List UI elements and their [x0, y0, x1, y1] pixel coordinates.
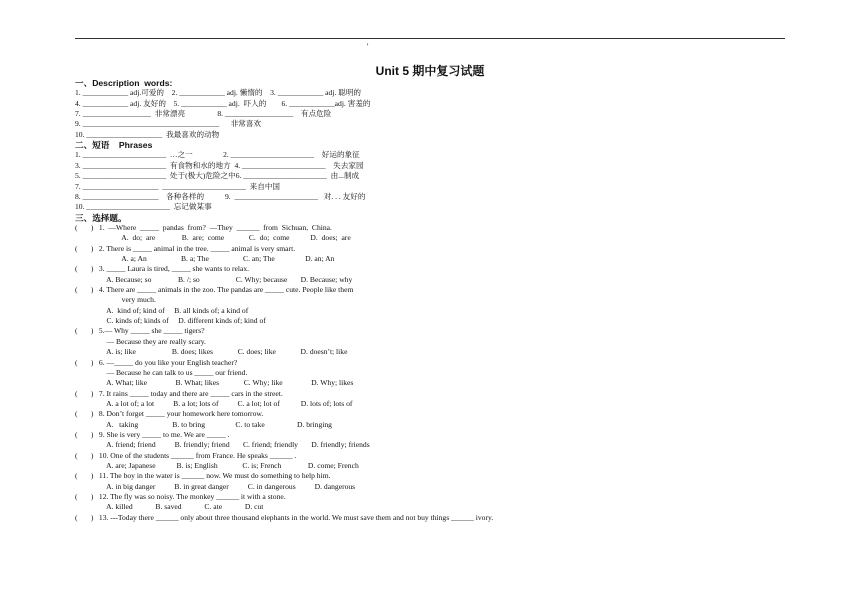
header-rule — [75, 38, 785, 39]
page-title: Unit 5 期中复习试题 — [375, 64, 485, 78]
line-text: A. are; Japanese B. is; English C. is; French D. come; French — [97, 461, 359, 470]
section1-line: 4. ____________ adj. 友好的 5. ____________ adj. 吓人的 6. ____________adj. 害羞的 — [75, 98, 371, 108]
line-text: C. kinds of; kinds of D. different kinds of; kind of — [97, 316, 266, 326]
answer-bracket[interactable]: ( ) — [75, 222, 94, 232]
section2-line: 3. ______________________ 有食物和水的地方 4. ______________________ 失去家园 — [75, 160, 364, 170]
option-line — [75, 295, 156, 305]
line-text: A. Because; so B. /; so C. Why; because D. Because; why — [97, 274, 353, 284]
option-line — [75, 233, 351, 243]
section2-line: 1. ______________________ …之一 2. ______________________ 好运的象征 — [75, 150, 360, 160]
option-line — [75, 275, 352, 285]
option-line — [75, 368, 247, 378]
answer-bracket[interactable]: ( ) — [75, 285, 94, 294]
line-text: 13. ---Today there ______ only about three thousand elephants in the world. We must save them and not buy things ______ ivory. — [97, 512, 494, 522]
option-line — [75, 482, 355, 492]
line-text: A. killed B. saved C. ate D. cut — [97, 502, 264, 512]
option-line — [75, 461, 359, 471]
option-line — [75, 347, 347, 357]
line-text: 2. There is _____ animal in the tree. _____ animal is very smart. — [97, 243, 296, 253]
line-text: 6. —_____ do you like your English teacher? — [97, 357, 238, 367]
line-text: 1. —Where _____ pandas from? —They ______ from Sichuan, China. — [97, 222, 332, 232]
line-text: A. friend; friend B. friendly; friend C. friend; friendly D. friendly; friends — [97, 440, 370, 450]
option-line — [75, 316, 266, 326]
question-line — [75, 492, 286, 502]
line-text: A. What; like B. What; likes C. Why; like D. Why; likes — [97, 378, 354, 388]
line-text: 5.— Why _____ she _____ tigers? — [97, 326, 205, 336]
line-text: 11. The boy in the water is ______ now. We must do something to help him. — [97, 471, 331, 481]
section3-heading: 三、选择题。 — [75, 212, 127, 223]
option-line — [75, 337, 206, 347]
answer-bracket[interactable]: ( ) — [75, 326, 94, 336]
header-marker: ' — [367, 42, 369, 51]
line-text: — Because he can talk to us _____ our friend. — [97, 367, 248, 377]
answer-bracket[interactable]: ( ) — [75, 357, 94, 367]
question-line — [75, 223, 332, 233]
line-text: — Because they are really scary. — [97, 336, 206, 346]
question-line — [75, 471, 331, 481]
question-line — [75, 513, 493, 523]
option-line — [75, 440, 370, 450]
question-line — [75, 264, 249, 274]
line-text: 7. It rains _____ today and there are _____ cars in the street. — [97, 388, 283, 398]
answer-bracket[interactable]: ( ) — [75, 264, 94, 274]
section2-line: 10. ______________________ 忘记做某事 — [75, 202, 212, 212]
line-text: A. a lot of; a lot B. a lot; lots of C. a lot; lot of D. lots of; lots of — [97, 398, 353, 408]
question-line — [75, 389, 283, 399]
question-line — [75, 451, 296, 461]
line-text: A. taking B. to bring C. to take D. bringing — [97, 419, 332, 429]
answer-bracket[interactable]: ( ) — [75, 429, 94, 439]
section1-line: 1. ____________ adj.可爱的 2. ____________ adj. 懒惰的 3. ____________ adj. 聪明的 — [75, 88, 362, 98]
question-line — [75, 244, 295, 254]
answer-bracket[interactable]: ( ) — [75, 450, 94, 460]
answer-bracket[interactable]: ( ) — [75, 388, 94, 398]
option-line — [75, 378, 353, 388]
line-text: A. do; are B. are; come C. do; come D. does; are — [97, 233, 351, 243]
section2-line: 5. ______________________ 处于(极大)危险之中6. ______________________ 由...制成 — [75, 171, 360, 181]
question-line — [75, 326, 205, 336]
answer-bracket[interactable]: ( ) — [75, 512, 94, 522]
line-text: 3. _____ Laura is tired, _____ she wants to relax. — [97, 264, 250, 274]
section2-line: 8. ____________________ 各种各样的 9. ______________________ 对. . . 友好的 — [75, 191, 366, 201]
answer-bracket[interactable]: ( ) — [75, 243, 94, 253]
line-text: A. in big danger B. in great danger C. in dangerous D. dangerous — [97, 481, 356, 491]
line-text: A. kind of; kind of B. all kinds of; a kind of — [97, 305, 249, 315]
line-text: 4. There are _____ animals in the zoo. The pandas are _____ cute. People like them — [97, 285, 354, 294]
question-line — [75, 285, 353, 295]
option-line — [75, 306, 248, 316]
question-line — [75, 430, 230, 440]
line-text: 8. Don’t forget _____ your homework here tomorrow. — [97, 409, 264, 419]
line-text: A. is; like B. does; likes C. does; like D. doesn’t; like — [97, 347, 348, 357]
answer-bracket[interactable]: ( ) — [75, 409, 94, 419]
question-line — [75, 409, 263, 419]
answer-bracket[interactable]: ( ) — [75, 492, 94, 501]
section2-heading: 二、短语 Phrases — [75, 140, 153, 151]
line-text: 12. The fly was so noisy. The monkey ______ it with a stone. — [97, 492, 286, 501]
section1-line: 7. __________________ 非常漂亮 8. __________________ 有点危险 — [75, 109, 332, 118]
line-text: A. a; An B. a; The C. an; The D. an; An — [97, 253, 335, 263]
answer-bracket[interactable]: ( ) — [75, 471, 94, 481]
line-text: 10. One of the students ______ from France. He speaks ______ . — [97, 450, 297, 460]
option-line — [75, 420, 332, 430]
section1-line: 9. ____________________________________ 非常喜欢 — [75, 119, 262, 129]
option-line — [75, 399, 352, 409]
question-line — [75, 358, 237, 368]
option-line — [75, 502, 263, 512]
line-text: 9. She is very _____ to me. We are _____ . — [97, 429, 230, 439]
option-line — [75, 254, 334, 264]
section1-heading: 一、Description words: — [75, 78, 173, 88]
section1-line: 10. ____________________ 我最喜欢的动物 — [75, 129, 220, 139]
section2-line: 7. ____________________ ______________________ 来自中国 — [75, 181, 281, 191]
line-text: very much. — [97, 295, 156, 305]
